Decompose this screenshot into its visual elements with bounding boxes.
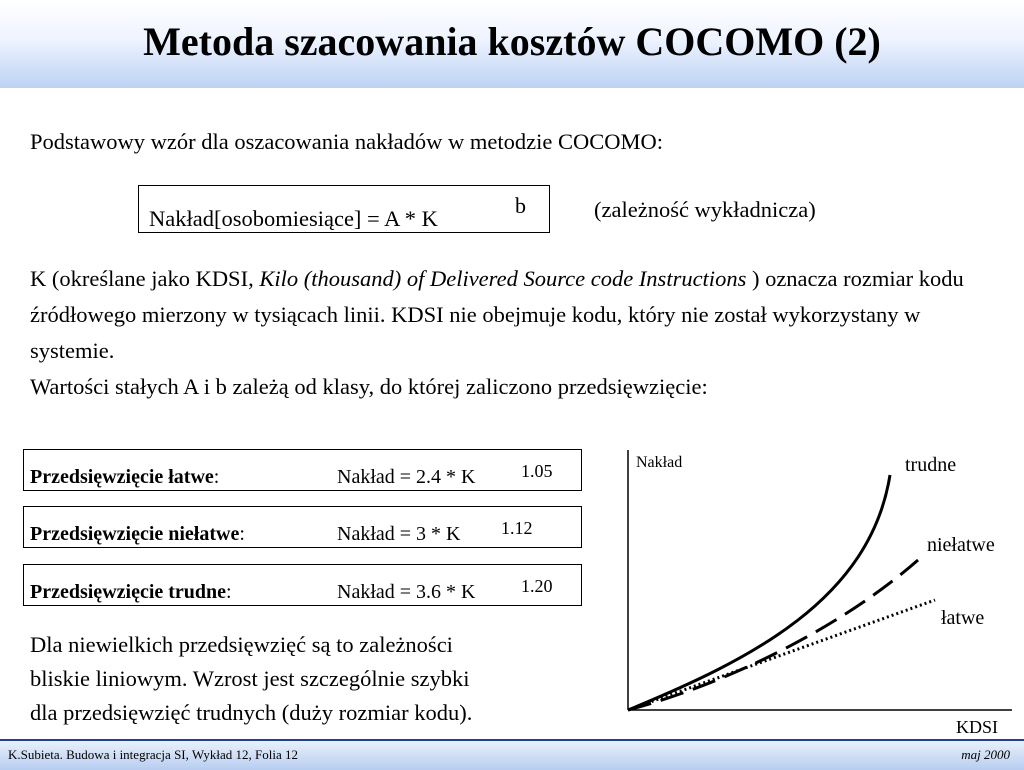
class-exponent-easy: 1.05 xyxy=(521,461,553,481)
curve-easy xyxy=(628,600,935,710)
effort-growth-diagram xyxy=(600,440,1024,738)
footer-bar xyxy=(0,739,1024,770)
kdsi-expansion: Kilo (thousand) of Delivered Source code Instructions xyxy=(259,266,747,291)
note-line-1: Dla niewielkich przedsięwzięć są to zależności xyxy=(30,632,453,657)
class-formula-hard: Nakład = 3.6 * K xyxy=(337,581,476,603)
curve-hard xyxy=(628,475,890,710)
kdsi-paragraph xyxy=(30,261,990,405)
class-label-easy: Przedsięwzięcie łatwe: xyxy=(30,466,220,488)
slide-title: Metoda szacowania kosztów COCOMO (2) xyxy=(143,19,881,64)
footer-source: K.Subieta. Budowa i integracja SI, Wykład 12, Folia 12 xyxy=(8,747,298,762)
y-axis-label: Nakład xyxy=(636,454,683,471)
x-axis-label: KDSI xyxy=(956,717,999,737)
linearity-note xyxy=(30,628,472,730)
curve-label-medium: niełatwe xyxy=(927,534,995,556)
formula-note: (zależność wykładnicza) xyxy=(594,197,816,222)
class-formula-easy: Nakład = 2.4 * K xyxy=(337,466,476,488)
curve-medium xyxy=(628,560,918,710)
intro-text: Podstawowy wzór dla oszacowania nakładów w metodzie COCOMO: xyxy=(30,129,663,154)
class-box-medium xyxy=(23,506,582,548)
curve-label-easy: łatwe xyxy=(941,607,985,629)
kdsi-prefix: K (określane jako KDSI, xyxy=(30,266,260,291)
curve-label-hard: trudne xyxy=(905,454,957,476)
class-exponent-medium: 1.12 xyxy=(501,518,533,538)
class-box-hard xyxy=(23,564,582,606)
footer-date: maj 2000 xyxy=(961,747,1010,762)
class-exponent-hard: 1.20 xyxy=(521,576,553,596)
constants-text: Wartości stałych A i b zależą od klasy, do której zaliczono przedsięwzięcie: xyxy=(30,374,708,399)
kdsi-suffix: ) oznacza rozmiar kodu źródłowego mierzony w tysiącach linii. KDSI nie obejmuje kodu, który nie został wykorzystany w systemie. xyxy=(30,266,964,363)
class-label-hard: Przedsięwzięcie trudne: xyxy=(30,581,232,603)
class-formula-medium: Nakład = 3 * K xyxy=(337,523,461,545)
formula-box xyxy=(138,185,550,233)
class-label-medium: Przedsięwzięcie niełatwe: xyxy=(30,523,245,545)
formula-text: Nakład[osobomiesiące] = A * K xyxy=(149,206,438,231)
note-line-3: dla przedsięwzięć trudnych (duży rozmiar kodu). xyxy=(30,700,473,725)
formula-exponent: b xyxy=(515,193,526,218)
class-box-easy xyxy=(23,449,582,491)
note-line-2: bliskie liniowym. Wzrost jest szczególnie szybki xyxy=(30,666,470,691)
